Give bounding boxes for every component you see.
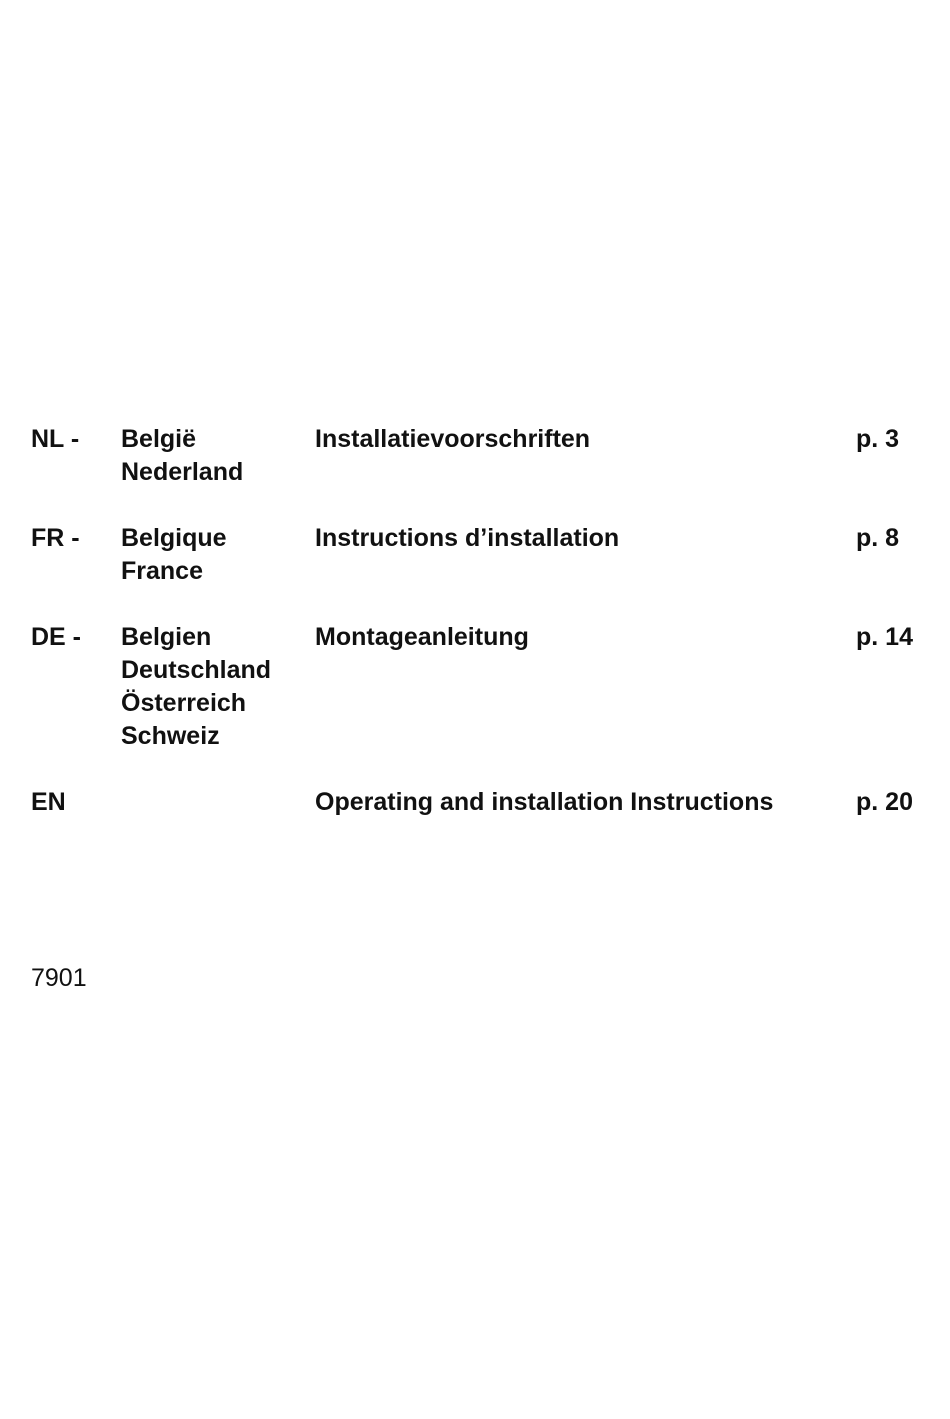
- section-title: Installatievoorschriften: [315, 425, 591, 453]
- language-code: NL -: [31, 425, 80, 453]
- country-list: [121, 621, 271, 753]
- country-list: [121, 423, 243, 489]
- country-list: [121, 522, 227, 588]
- country-name: Österreich: [121, 689, 247, 717]
- page-reference: p. 8: [856, 524, 900, 552]
- page-reference: p. 20: [856, 788, 913, 816]
- country-name: Nederland: [121, 458, 244, 486]
- section-title: Instructions d’installation: [315, 524, 620, 552]
- language-code: DE -: [31, 623, 81, 651]
- country-name: Schweiz: [121, 722, 220, 750]
- page-reference: p. 3: [856, 425, 900, 453]
- page-reference: p. 14: [856, 623, 913, 651]
- country-name: France: [121, 557, 203, 585]
- country-name: Belgique: [121, 524, 227, 552]
- section-title: Montageanleitung: [315, 623, 529, 651]
- country-name: Belgien: [121, 623, 212, 651]
- section-title: Operating and installation Instructions: [315, 788, 774, 816]
- language-code: FR -: [31, 524, 80, 552]
- document-number: 7901: [31, 964, 87, 992]
- country-name: Deutschland: [121, 656, 272, 684]
- language-code: EN: [31, 788, 66, 816]
- country-name: België: [121, 425, 197, 453]
